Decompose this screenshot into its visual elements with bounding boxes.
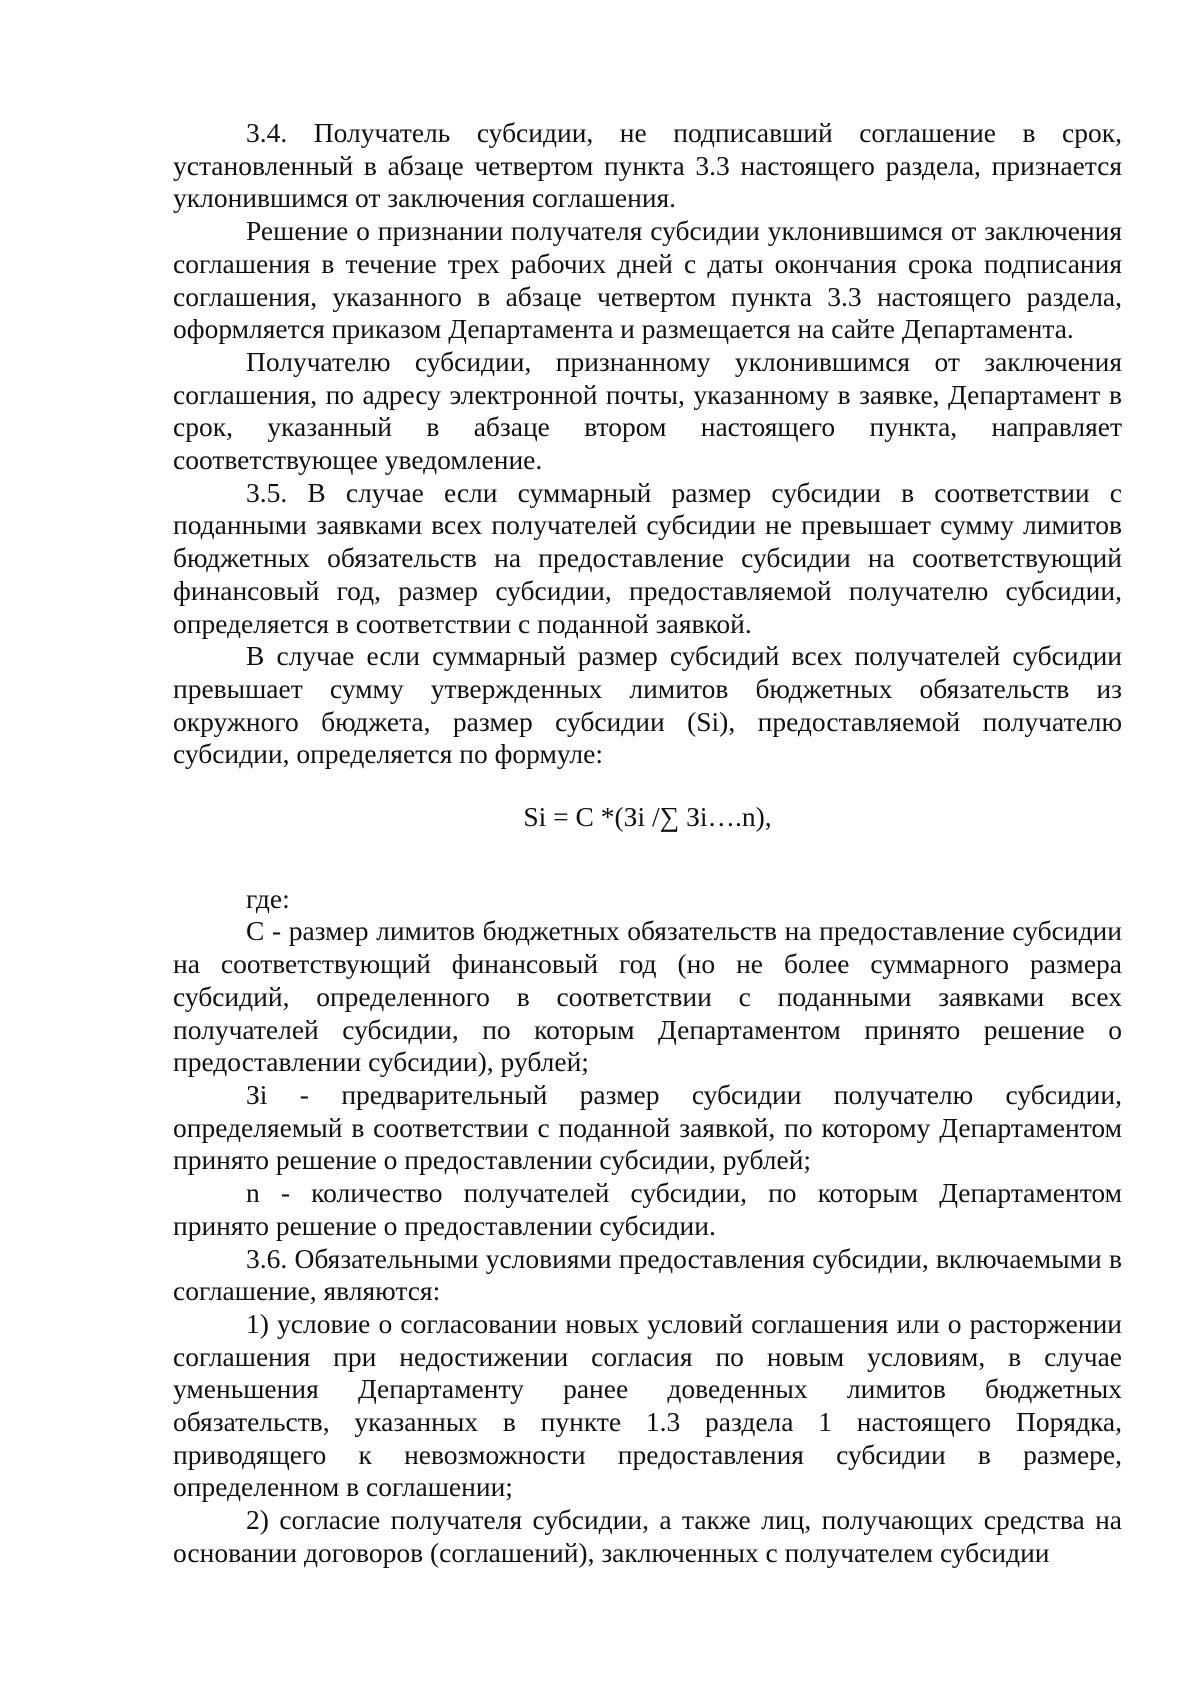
paragraph-3-4: 3.4. Получатель субсидии, не подписавший соглашение в срок, установленный в абзаце четвертом пункта 3.3 настоящего раздела, признается уклонившимся от заключения соглашения.: [173, 117, 1122, 214]
paragraph-3-6: 3.6. Обязательными условиями предоставления субсидии, включаемыми в соглашение, являются:: [173, 1242, 1122, 1307]
paragraph-exceeds-limits: В случае если суммарный размер субсидий всех получателей субсидии превышает сумму утвержденных лимитов бюджетных обязательств из окружного бюджета, размер субсидии (Si), предоставляемой получателю субсидии, определяется по формуле:: [173, 640, 1122, 770]
paragraph-notification: Получателю субсидии, признанному уклонившимся от заключения соглашения, по адресу электронной почты, указанному в заявке, Департамент в срок, указанный в абзаце втором настоящего пункта, направляет соответствующее уведомление.: [173, 345, 1122, 476]
definition-c: C - размер лимитов бюджетных обязательств на предоставление субсидии на соответствующий финансовый год (но не более суммарного размера субсидий, определенного в соответствии с поданными заявками всех получателей субсидии, по которым Департаментом принято решение о предоставлении субсидии), рублей;: [173, 915, 1122, 1078]
subsidy-formula: Si = C *(Зi /∑ Зi….n),: [523, 801, 772, 833]
condition-2: 2) согласие получателя субсидии, а также лиц, получающих средства на основании договоров (соглашений), заключенных с получателем субсидии: [173, 1504, 1122, 1568]
paragraph-decision: Решение о признании получателя субсидии уклонившимся от заключения соглашения в течение трех рабочих дней с даты окончания срока подписания соглашения, указанного в абзаце четвертом пункта 3.3 настоящего раздела, оформляется приказом Департамента и размещается на сайте Департамента.: [173, 215, 1122, 345]
condition-1: 1) условие о согласовании новых условий соглашения или о расторжении соглашения при недостижении согласия по новым условиям, в случае уменьшения Департаменту ранее доведенных лимитов бюджетных обязательств, указанных в пункте 1.3 раздела 1 настоящего Порядка, приводящего к невозможности предоставления субсидии в размере, определенном в соглашении;: [173, 1307, 1122, 1503]
formula-where-label: где:: [246, 882, 290, 914]
document-page: [173, 117, 1122, 1570]
paragraph-3-5: 3.5. В случае если суммарный размер субсидии в соответствии с поданными заявками всех получателей субсидии не превышает сумму лимитов бюджетных обязательств на предоставление субсидии на соответствующий финансовый год, размер субсидии, предоставляемой получателю субсидии, определяется в соответствии с поданной заявкой.: [173, 476, 1122, 639]
definition-n: n - количество получателей субсидии, по которым Департаментом принято решение о предоставлении субсидии.: [173, 1177, 1122, 1241]
definition-zi: Зi - предварительный размер субсидии получателю субсидии, определяемый в соответствии с поданной заявкой, по которому Департаментом принято решение о предоставлении субсидии, рублей;: [173, 1078, 1122, 1176]
